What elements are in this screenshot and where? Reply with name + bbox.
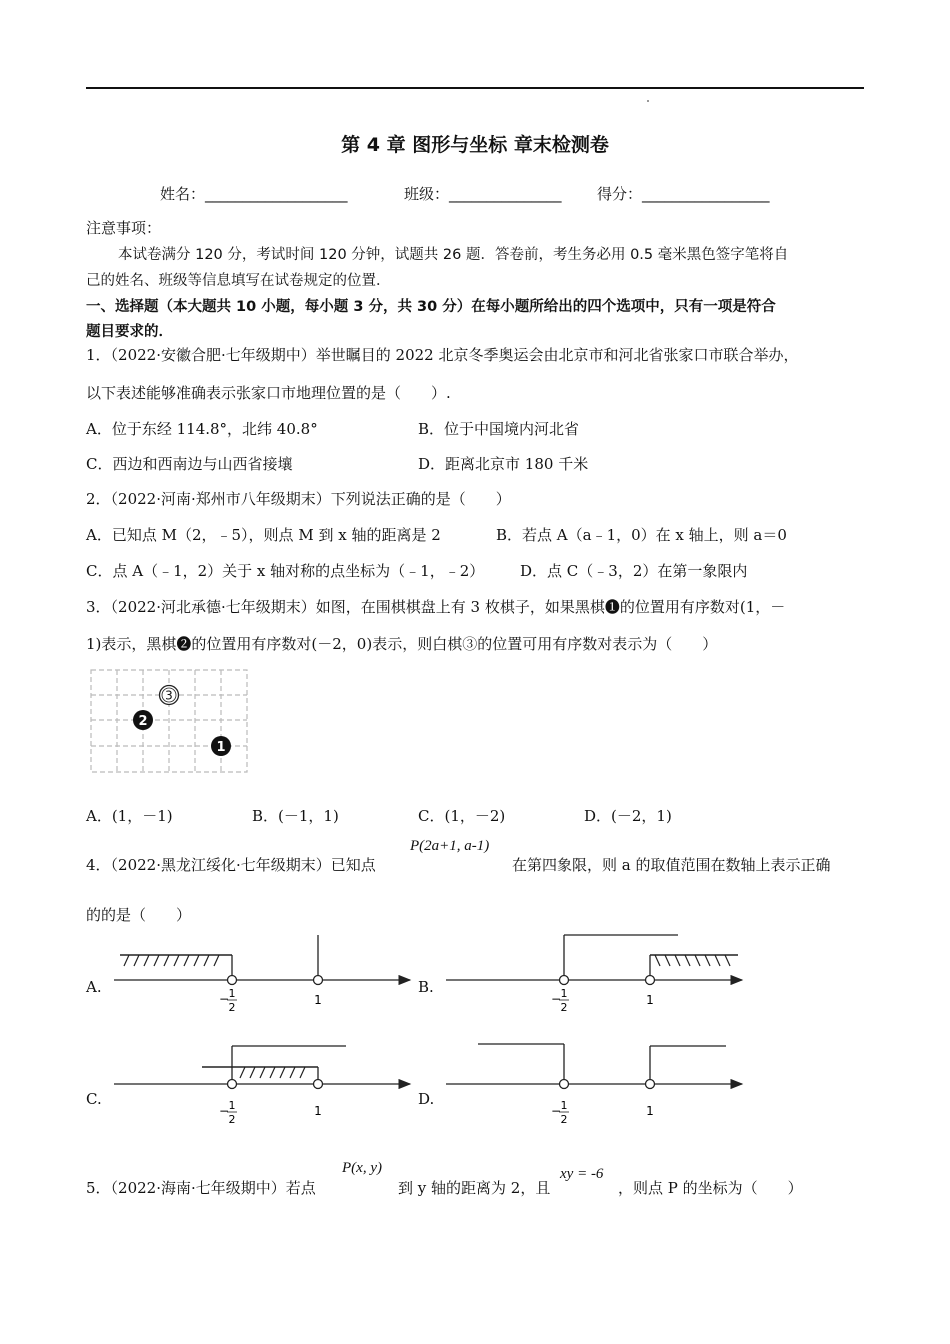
notes-line-2: 己的姓名、班级等信息填写在试卷规定的位置．: [86, 273, 391, 289]
q1-option-a[interactable]: A．位于东经 114.8°，北纬 40.8°: [86, 420, 318, 438]
tick-one: 1: [646, 1104, 654, 1118]
q3-stem-line-1: 3．（2022·河北承德·七年级期末）如图，在围棋棋盘上有 3 枚棋子，如果黑棋❶的位置用有序数对(1，－: [86, 598, 786, 616]
section-heading-line-1: 一、选择题（本大题共 10 小题，每小题 3 分，共 30 分）在每小题所给出的四个选项中，只有一项是符合: [86, 299, 776, 315]
notes-line-1: 本试卷满分 120 分，考试时间 120 分钟，试题共 26 题．答卷前，考生务必用 0.5 毫米黑色签字笔将自: [118, 247, 789, 263]
score-field: [597, 183, 770, 204]
tick-denominator: 2: [228, 1113, 236, 1126]
q4-option-d-label[interactable]: D.: [418, 1090, 435, 1108]
tick-one: 1: [646, 993, 654, 1007]
open-point-one: [646, 976, 655, 985]
q2-option-d[interactable]: D．点 C（﹣3，2）在第一象限内: [520, 562, 748, 580]
decorative-dot: [647, 100, 649, 102]
q4-option-b-label[interactable]: B.: [418, 978, 434, 996]
name-blank[interactable]: ___________________: [205, 185, 348, 203]
tick-numerator: 1: [228, 1099, 236, 1112]
hatching: [124, 955, 219, 966]
header-rule: [86, 87, 864, 89]
q2-option-b[interactable]: B．若点 A（a﹣1，0）在 x 轴上，则 a＝0: [496, 526, 787, 544]
tick-numerator: 1: [560, 1099, 568, 1112]
open-point-neg-half: [560, 976, 569, 985]
open-point-one: [646, 1080, 655, 1089]
hatching: [655, 955, 730, 966]
hatching: [240, 1067, 305, 1078]
tick-one: 1: [314, 1104, 322, 1118]
q5-point-formula: P(x, y): [342, 1160, 382, 1176]
q4-stem-line-2: 的的是（ ）: [86, 906, 192, 924]
page-title: 第 4 章 图形与坐标 章末检测卷: [341, 134, 609, 156]
number-line-d[interactable]: [442, 1040, 752, 1132]
q3-option-a[interactable]: A．(1，－1): [86, 807, 173, 825]
q5-stem-part-2: 到 y 轴的距离为 2，且: [398, 1179, 551, 1197]
open-point-one: [314, 1080, 323, 1089]
q3-stem-line-2: 1)表示，黑棋❷的位置用有序数对(－2，0)表示，则白棋③的位置可用有序数对表示为（ ）: [86, 635, 718, 653]
score-label: 得分：: [597, 185, 643, 203]
q3-option-d[interactable]: D．(－2，1): [584, 807, 672, 825]
q2-option-c[interactable]: C．点 A（﹣1，2）关于 x 轴对称的点坐标为（﹣1，﹣2）: [86, 562, 485, 580]
q4-point-formula: P(2a+1, a-1): [410, 838, 490, 854]
tick-denominator: 2: [560, 1001, 568, 1014]
tick-one: 1: [314, 993, 322, 1007]
score-blank[interactable]: _________________: [642, 185, 770, 203]
black-stone-1: [211, 736, 231, 756]
tick-numerator: 1: [560, 987, 568, 1000]
q4-option-a-label[interactable]: A.: [86, 978, 102, 996]
q4-stem-part-1: 4．（2022·黑龙江绥化·七年级期末）已知点: [86, 856, 376, 874]
section-heading-line-2: 题目要求的．: [86, 324, 173, 340]
q1-stem-line-1: 1．（2022·安徽合肥·七年级期中）举世瞩目的 2022 北京冬季奥运会由北京市和河北省张家口市联合举办，: [86, 346, 799, 364]
q1-stem-line-2: 以下表述能够准确表示张家口市地理位置的是（ ）.: [86, 384, 451, 402]
class-blank[interactable]: _______________: [449, 185, 562, 203]
tick-neg-sign: −: [219, 1104, 230, 1118]
q4-stem-part-2: 在第四象限，则 a 的取值范围在数轴上表示正确: [512, 856, 831, 874]
q1-option-d[interactable]: D．距离北京市 180 千米: [418, 455, 589, 473]
black-stone-2: [133, 710, 153, 730]
q2-stem: 2．（2022·河南·郑州市八年级期末）下列说法正确的是（ ）: [86, 490, 511, 508]
open-point-one: [314, 976, 323, 985]
class-label: 班级：: [404, 185, 450, 203]
stone-3-label: 3: [165, 688, 173, 703]
q3-option-b[interactable]: B．(－1，1): [252, 807, 339, 825]
class-field: [404, 183, 562, 204]
white-stone-3: [160, 686, 179, 705]
go-board-figure: [88, 667, 250, 775]
name-label: 姓名：: [160, 185, 206, 203]
tick-neg-sign: −: [551, 992, 562, 1006]
number-line-a[interactable]: [110, 930, 420, 1020]
q5-condition-formula: xy = -6: [560, 1166, 604, 1182]
tick-denominator: 2: [560, 1113, 568, 1126]
q1-option-c[interactable]: C．西边和西南边与山西省接壤: [86, 455, 293, 473]
open-point-neg-half: [560, 1080, 569, 1089]
name-field: [160, 183, 348, 204]
notes-heading: 注意事项：: [86, 219, 162, 237]
stone-2-label: 2: [138, 714, 148, 729]
q4-option-c-label[interactable]: C.: [86, 1090, 102, 1108]
number-line-b[interactable]: [442, 930, 752, 1020]
tick-denominator: 2: [228, 1001, 236, 1014]
q5-stem-part-1: 5．（2022·海南·七年级期中）若点: [86, 1179, 316, 1197]
tick-numerator: 1: [228, 987, 236, 1000]
open-point-neg-half: [228, 976, 237, 985]
q1-option-b[interactable]: B．位于中国境内河北省: [418, 420, 580, 438]
number-line-c[interactable]: [110, 1040, 420, 1132]
tick-neg-sign: −: [551, 1104, 562, 1118]
q3-option-c[interactable]: C．(1，－2): [418, 807, 506, 825]
open-point-neg-half: [228, 1080, 237, 1089]
q5-stem-part-3: ，则点 P 的坐标为（ ）: [618, 1179, 803, 1197]
tick-neg-sign: −: [219, 992, 230, 1006]
stone-1-label: 1: [216, 740, 226, 755]
q2-option-a[interactable]: A．已知点 M（2，﹣5），则点 M 到 x 轴的距离是 2: [86, 526, 441, 544]
